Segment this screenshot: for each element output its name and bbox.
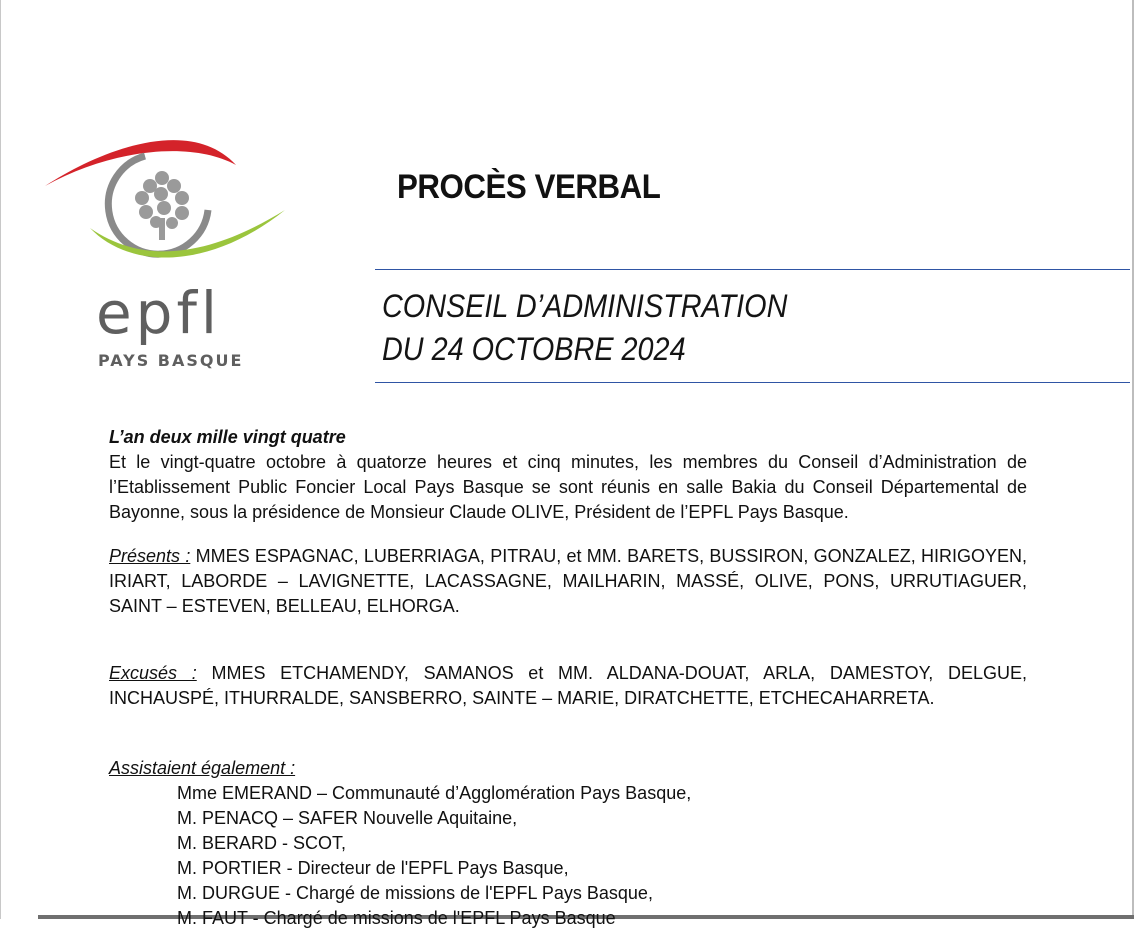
excuses-paragraph bbox=[109, 661, 1027, 711]
presents-label: Présents : bbox=[109, 546, 191, 566]
list-item: M. PORTIER - Directeur de l'EPFL Pays Basque, bbox=[177, 858, 569, 878]
tree-icon bbox=[135, 171, 189, 240]
assistants-list bbox=[177, 781, 691, 931]
meeting-title-line1: CONSEIL D’ADMINISTRATION bbox=[382, 288, 788, 324]
logo-subtitle: PAYS BASQUE bbox=[98, 351, 244, 370]
page-title: PROCÈS VERBAL bbox=[397, 168, 661, 206]
logo-red-swoosh bbox=[45, 140, 236, 186]
list-item: M. DURGUE - Chargé de missions de l'EPFL Pays Basque, bbox=[177, 883, 653, 903]
assistants-label: Assistaient également : bbox=[109, 758, 296, 778]
list-item: M. BERARD - SCOT, bbox=[177, 833, 347, 853]
list-item: M. PENACQ – SAFER Nouvelle Aquitaine, bbox=[177, 808, 518, 828]
assistants-heading bbox=[109, 756, 1027, 781]
excuses-names: MMES ETCHAMENDY, SAMANOS et MM. ALDANA-DOUAT, ARLA, DAMESTOY, DELGUE, INCHAUSPÉ, ITHURRALDE, SANSBERRO, SAINTE – MARIE, DIRATCHETTE, ETCHECAHARRETA. bbox=[109, 663, 1027, 708]
list-item: Mme EMERAND – Communauté d’Agglomération Pays Basque, bbox=[177, 783, 692, 803]
list-item: M. FAUT - Chargé de missions de l'EPFL Pays Basque bbox=[177, 908, 616, 928]
page-left-edge bbox=[0, 0, 1, 919]
intro-paragraph: Et le vingt-quatre octobre à quatorze heures et cinq minutes, les membres du Conseil d’Administration de l’Etablissement Public Foncier Local Pays Basque se sont réunis en salle Bakia du Conseil Départemental de Bayonne, sous la présidence de Monsieur Claude OLIVE, Président de l’EPFL Pays Basque. bbox=[109, 452, 1027, 522]
logo-wordmark: epfl bbox=[96, 279, 222, 347]
header-rule-bottom bbox=[375, 382, 1130, 383]
meeting-title bbox=[382, 285, 787, 371]
excuses-label: Excusés : bbox=[109, 663, 197, 683]
header-rule-top bbox=[375, 269, 1130, 270]
meeting-title-line2: DU 24 OCTOBRE 2024 bbox=[382, 331, 686, 367]
intro-heading: L’an deux mille vingt quatre bbox=[109, 427, 346, 447]
presents-names: MMES ESPAGNAC, LUBERRIAGA, PITRAU, et MM. BARETS, BUSSIRON, GONZALEZ, HIRIGOYEN, IRIART, LABORDE – LAVIGNETTE, LACASSAGNE, MAILHARIN, MASSÉ, OLIVE, PONS, URRUTIAGUER, SAINT – ESTEVEN, BELLEAU, ELHORGA. bbox=[109, 546, 1027, 616]
presents-paragraph bbox=[109, 544, 1027, 619]
